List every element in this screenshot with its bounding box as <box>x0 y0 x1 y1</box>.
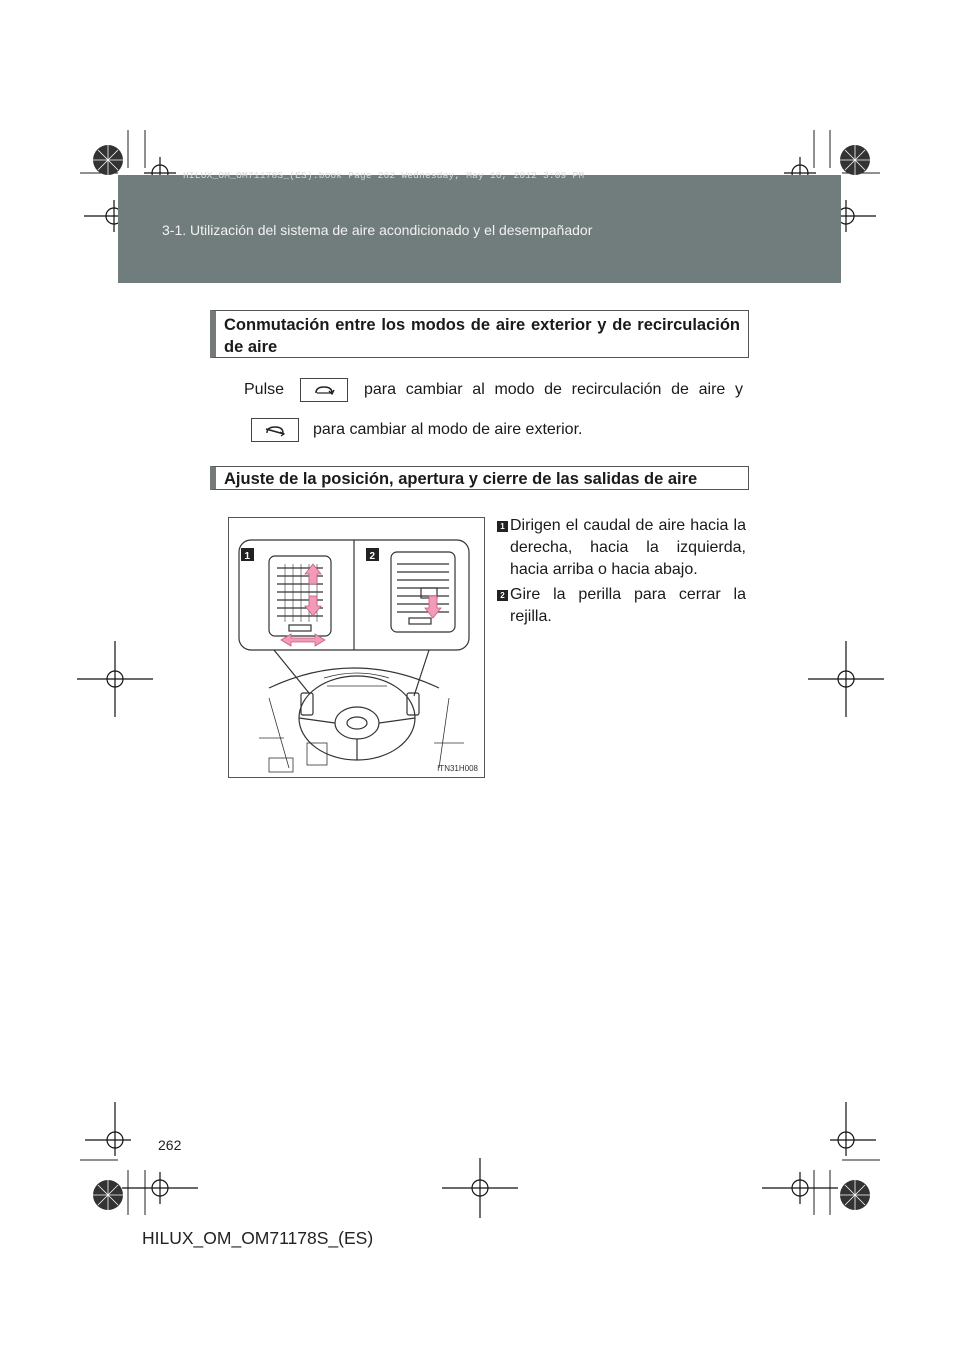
item-text: Dirigen el caudal de aire hacia la derecha, hacia la izquierda, hacia arriba o hacia abajo. <box>510 517 746 578</box>
page-number: 262 <box>158 1137 182 1153</box>
callout-2-label: 2 <box>369 551 376 562</box>
recirculation-icon <box>313 383 335 397</box>
item-text: Gire la perilla para cerrar la rejilla. <box>510 586 746 625</box>
item-number-badge: 2 <box>497 590 508 601</box>
callout-1-label: 1 <box>244 551 251 562</box>
document-code: HILUX_OM_OM71178S_(ES) <box>142 1228 374 1248</box>
item-number-badge: 1 <box>497 521 508 532</box>
list-item <box>497 584 746 628</box>
section-title: 3-1. Utilización del sistema de aire acondicionado y el desempañador <box>162 222 593 238</box>
outside-air-button <box>251 418 299 442</box>
vents-illustration <box>228 517 485 778</box>
list-item <box>497 515 746 581</box>
recirc-text: para cambiar al modo de recirculación de aire y <box>364 381 743 398</box>
file-stamp: HILUX_OM_OM71178S_(ES).book Page 262 Wednesday, May 16, 2012 3:09 PM <box>183 170 585 181</box>
heading-vents: Ajuste de la posición, apertura y cierre de las salidas de aire <box>210 466 749 490</box>
outside-air-text: para cambiar al modo de aire exterior. <box>313 421 583 438</box>
outside-air-icon <box>264 423 286 437</box>
figure-code: ITN31H008 <box>437 764 478 773</box>
dashboard-drawing <box>229 518 484 777</box>
pulse-label: Pulse <box>244 381 285 398</box>
recirculation-button <box>300 378 348 402</box>
heading-air-mode: Conmutación entre los modos de aire exterior y de recirculación de aire <box>210 310 749 358</box>
